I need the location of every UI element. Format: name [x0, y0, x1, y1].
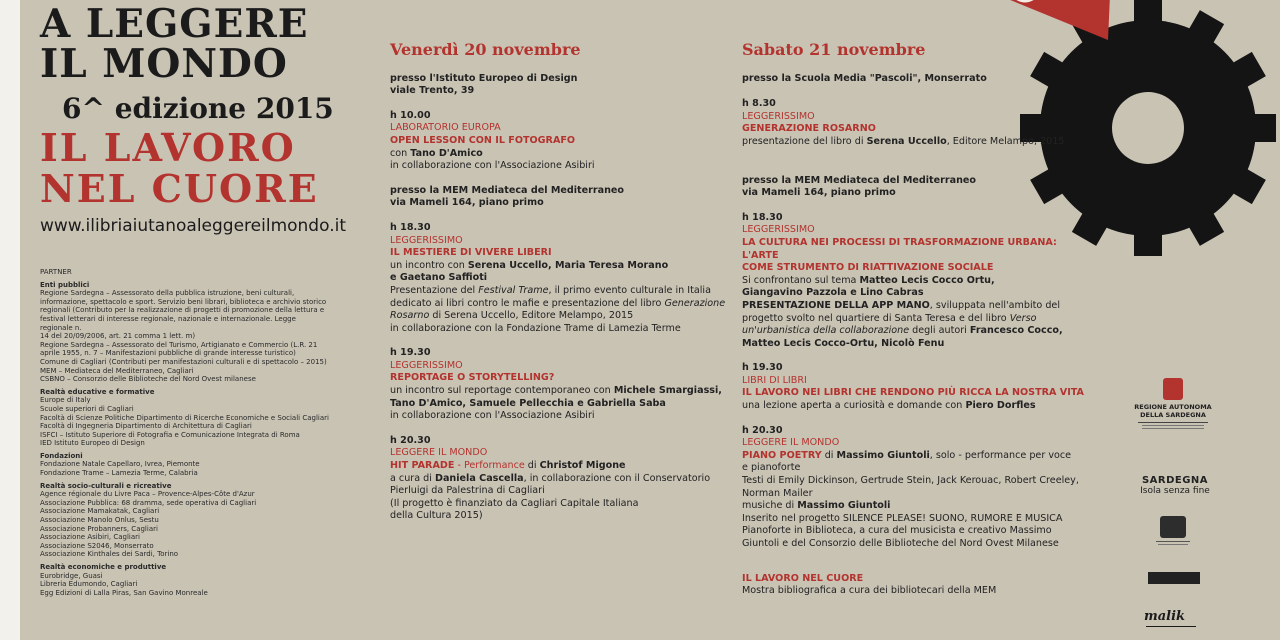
theme-line-2: NEL CUORE: [40, 166, 319, 211]
event-time: h 19.30: [390, 347, 431, 359]
partner-entry: aprile 1955, n. 7 – Manifestazioni pubbliche di grande interesse turistico): [40, 349, 296, 358]
event-title: IL LAVORO NEI LIBRI CHE RENDONO PIÙ RICCA LA NOSTRA VITA: [742, 387, 1084, 399]
event-category: LEGGERISSIMO: [390, 234, 463, 246]
desc-text: musiche di: [742, 500, 795, 512]
event-guest: [390, 148, 730, 161]
event-description: Giuntoli e del Consorzio delle Biblioteche del Nord Ovest Milanese: [742, 538, 1059, 549]
app-presentation: PRESENTAZIONE DELLA APP MANO: [742, 299, 930, 311]
partner-entry: regionali (Contributo per la realizzazione di progetti di promozione della lettura e: [40, 306, 325, 315]
event-guest-name: Massimo Giuntoli: [836, 449, 930, 461]
event-note: della Cultura 2015): [390, 510, 483, 522]
partner-entry: Associazione Kinthales dei Sardi, Torino: [40, 550, 179, 559]
partner-entry: Egg Edizioni di Lalla Piras, San Gavino Monreale: [40, 588, 208, 597]
venue-address: via Mameli 164, piano primo: [742, 187, 896, 199]
desc-text: degli autori: [909, 325, 967, 337]
regione-sardegna-logo: [1132, 378, 1214, 431]
event-performance: - Performance: [454, 460, 525, 472]
event-guest-name: Tano D'Amico: [410, 147, 483, 159]
partner-entry: Scuole superiori di Cagliari: [40, 404, 134, 413]
partner-group-title: Realtà socio-culturali e ricreative: [40, 481, 172, 490]
sardegna-logo: [1130, 475, 1220, 496]
event-title: REPORTAGE O STORYTELLING?: [390, 372, 555, 384]
event-description: [390, 310, 730, 323]
venue-line: presso l'Istituto Europeo di Design: [390, 72, 578, 84]
theme-line-1: IL LAVORO: [40, 125, 296, 170]
mem-logo: [1148, 572, 1200, 584]
desc-text: presentazione del libro di: [742, 135, 864, 147]
event-title-text: HIT PARADE: [390, 460, 455, 472]
event-guests: [390, 260, 730, 273]
partner-entry: MEM – Mediateca del Mediterraneo, Cagliari: [40, 366, 194, 375]
event-category: LEGGERISSIMO: [742, 110, 815, 122]
desc-text: , in collaborazione con il Conservatorio: [523, 472, 711, 484]
malik-logo: malik: [1144, 609, 1186, 624]
desc-text: , il primo evento culturale in Italia: [548, 284, 711, 296]
event-author: Serena Uccello: [866, 135, 947, 147]
event-title: IL MESTIERE DI VIVERE LIBERI: [390, 247, 552, 259]
city-crest-icon: [1160, 516, 1186, 538]
partner-entry: 14 del 20/09/2006, art. 21 comma 1 lett. m): [40, 332, 196, 341]
desc-text: dedicato ai libri contro le mafie e presentazione del libro: [390, 297, 662, 309]
venue-line: presso la MEM Mediateca del Mediterraneo: [742, 174, 976, 186]
desc-text: , solo - performance per voce: [929, 449, 1072, 461]
venue-line: presso la Scuola Media "Pascoli", Monserrato: [742, 72, 987, 84]
desc-text: a cura di: [390, 472, 432, 484]
event-title: GENERAZIONE ROSARNO: [742, 123, 876, 135]
logo-tagline: Isola senza fine: [1140, 486, 1210, 496]
event-description: Inserito nel progetto SILENCE PLEASE! SUONO, RUMORE E MUSICA: [742, 512, 1063, 524]
event-category: LIBRI DI LIBRI: [742, 374, 807, 386]
partner-entry: Libreria Edumondo, Cagliari: [40, 580, 138, 589]
event-title: IL LAVORO NEL CUORE: [742, 572, 864, 584]
event-guest-names: Giangavino Pazzola e Lino Cabras: [742, 287, 924, 299]
desc-text: progetto svolto nel quartiere di Santa Teresa e del libro: [742, 312, 1007, 324]
event-title: OPEN LESSON CON IL FOTOGRAFO: [390, 134, 576, 146]
partner-entry: Agence régionale du Livre Paca – Provence-Alpes-Côte d'Azur: [40, 490, 255, 499]
logo-text: DELLA SARDEGNA: [1140, 411, 1206, 419]
event-description: [742, 300, 1087, 313]
event-guest-prefix: con: [390, 147, 408, 159]
desc-text: di: [821, 449, 834, 461]
event-description: [390, 473, 730, 486]
event-title-text: PIANO POETRY: [742, 449, 822, 461]
logo-text: SARDEGNA: [1141, 475, 1209, 486]
gear-tooth: [1246, 114, 1276, 142]
partner-heading: PARTNER: [40, 268, 72, 276]
book-title: Generazione: [664, 297, 726, 309]
event-title: [390, 460, 730, 473]
event-title: COME STRUMENTO DI RIATTIVAZIONE SOCIALE: [742, 262, 994, 274]
partner-entry: informazione, spettacolo e sport. Servizio beni librari, biblioteca e archivio storico: [40, 297, 327, 306]
event-description: [742, 136, 1087, 149]
event-description: [742, 325, 1087, 338]
event-description: [742, 313, 1087, 326]
saturday-column: [742, 40, 1087, 610]
gear-tooth: [1134, 226, 1162, 256]
venue-line: presso la MEM Mediateca del Mediterraneo: [390, 184, 624, 196]
event-intro: un incontro con: [390, 259, 465, 271]
event-category: LEGGERE IL MONDO: [742, 437, 840, 449]
event-intro: un incontro sul reportage contemporaneo con: [390, 385, 611, 397]
event-category: LEGGERE IL MONDO: [390, 447, 488, 459]
comune-cagliari-logo: [1150, 516, 1196, 547]
event-category: LABORATORIO EUROPA: [390, 122, 501, 134]
desc-text: di: [524, 460, 537, 472]
partner-entry: Comune di Cagliari (Contributi per manifestazioni culturali e di spettacolo – 2015): [40, 357, 327, 366]
event-collab: in collaborazione con la Fondazione Trame di Lamezia Terme: [390, 322, 681, 334]
book-title: Verso: [1009, 312, 1037, 324]
event-category: LEGGERISSIMO: [742, 224, 815, 236]
partner-entry: Facoltà di Scienze Politiche Dipartimento di Ricerche Economiche e Sociali Cagliari: [40, 413, 329, 422]
partner-list: [40, 268, 330, 597]
poster: [20, 0, 1280, 640]
event-description: [742, 400, 1087, 413]
event-description: Mostra bibliografica a cura dei bibliotecari della MEM: [742, 585, 997, 597]
venue-address: viale Trento, 39: [390, 85, 475, 97]
partner-entry: Associazione Manolo Onlus, Sestu: [40, 516, 159, 525]
partner-entry: IED Istituto Europeo di Design: [40, 439, 145, 448]
event-music: [742, 500, 1087, 513]
event-description: Pianoforte in Biblioteca, a cura del musicista e creativo Massimo: [742, 525, 1052, 537]
partner-entry: festival letterari di interesse regionale, nazionale e internazionale. Legge regionale n.: [40, 314, 296, 332]
partner-group-title: Fondazioni: [40, 451, 83, 460]
partner-entry: Associazione Pubblica: 68 dramma, sede operativa di Cagliari: [40, 498, 257, 507]
event-guest-names: Michele Smargiassi,: [613, 385, 722, 397]
event-time: h 20.30: [742, 424, 783, 436]
event-time: h 8.30: [742, 98, 776, 110]
friday-day-heading: Venerdì 20 novembre: [390, 40, 581, 59]
partner-entry: Associazione Probanners, Cagliari: [40, 524, 158, 533]
event-guest-names: Tano D'Amico, Samuele Pellecchia e Gabriella Saba: [390, 397, 666, 409]
saturday-day-heading: Sabato 21 novembre: [742, 40, 926, 59]
event-guests: [390, 385, 730, 398]
partner-entry: Regione Sardegna – Assessorato della pubblica istruzione, beni culturali,: [40, 289, 295, 298]
partner-entry: Regione Sardegna – Assessorato del Turismo, Artigianato e Commercio (L.R. 21: [40, 340, 318, 349]
event-guest-names: Serena Uccello, Maria Teresa Morano: [467, 259, 669, 271]
partner-entry: Associazione S2046, Monserrato: [40, 541, 154, 550]
event-time: h 10.00: [390, 109, 431, 121]
event-texts: Testi di Emily Dickinson, Gertrude Stein, Jack Kerouac, Robert Creeley,: [742, 475, 1079, 487]
partner-group-title: Enti pubblici: [40, 280, 90, 289]
friday-column: [390, 40, 730, 535]
partner-group-title: Realtà economiche e produttive: [40, 563, 167, 571]
book-title: Rosarno: [390, 310, 430, 322]
event-category: LEGGERISSIMO: [390, 359, 463, 371]
desc-text: , Editore Melampo, 2015: [946, 135, 1065, 147]
event-time: h 19.30: [742, 362, 783, 374]
edition-title: 6^ edizione 2015: [62, 92, 334, 125]
partner-entry: Facoltà di Ingegneria Dipartimento di Architettura di Cagliari: [40, 422, 252, 431]
event-composer: Massimo Giuntoli: [797, 500, 891, 512]
partner-entry: Fondazione Natale Capellaro, Ivrea, Piemonte: [40, 460, 200, 469]
title-line-2: IL MONDO: [40, 41, 288, 87]
event-authors: Francesco Cocco,: [969, 325, 1063, 337]
event-guests: [742, 275, 1087, 288]
website-link[interactable]: www.ilibriaiutanoaleggereilmondo.it: [40, 216, 346, 236]
event-intro: Si confrontano sul tema: [742, 274, 857, 286]
event-description: e pianoforte: [742, 462, 801, 474]
partner-entry: CSBNO – Consorzio delle Biblioteche del Nord Ovest milanese: [40, 375, 256, 384]
partner-entry: Eurobridge, Guasi: [40, 571, 103, 580]
event-time: h 20.30: [390, 434, 431, 446]
desc-text: Presentazione del: [390, 284, 476, 296]
event-guest-name: Christof Migone: [539, 460, 626, 472]
gear-tooth: [1134, 0, 1162, 30]
venue-address: via Mameli 164, piano primo: [390, 197, 544, 209]
festival-name: Festival Trame: [478, 284, 549, 296]
event-collab: in collaborazione con l'Associazione Asibiri: [390, 410, 595, 422]
book-title: un'urbanistica della collaborazione: [742, 325, 910, 337]
event-guest-names: Matteo Lecis Cocco Ortu,: [859, 274, 995, 286]
divider: [1146, 626, 1196, 627]
partner-entry: Europe di Italy: [40, 396, 91, 405]
partner-entry: Associazione Mamakatak, Cagliari: [40, 507, 160, 516]
partner-entry: Associazione Asibiri, Cagliari: [40, 533, 140, 542]
title-line-1: A LEGGERE: [40, 1, 309, 47]
logo-text: REGIONE AUTONOMA: [1134, 403, 1212, 411]
event-note: (Il progetto è finanziato da Cagliari Capitale Italiana: [390, 497, 639, 509]
event-texts: Norman Mailer: [742, 487, 813, 499]
partner-group-title: Realtà educative e formative: [40, 387, 155, 396]
event-collab: in collaborazione con l'Associazione Asibiri: [390, 160, 595, 172]
desc-text: , sviluppata nell'ambito del: [929, 299, 1061, 311]
partner-entry: Fondazione Trame – Lamezia Terme, Calabria: [40, 469, 198, 478]
event-curator: Daniela Cascella: [434, 472, 524, 484]
event-title: [742, 450, 1087, 463]
desc-text: una lezione aperta a curiosità e domande con: [742, 400, 963, 412]
event-authors: Matteo Lecis Cocco-Ortu, Nicolò Fenu: [742, 337, 945, 349]
desc-text: di Serena Uccello, Editore Melampo, 2015: [429, 310, 634, 322]
event-description: [390, 298, 730, 311]
event-description: [390, 285, 730, 298]
event-description: Pierluigi da Palestrina di Cagliari: [390, 485, 545, 497]
event-guest-name: Piero Dorfles: [965, 400, 1036, 412]
event-time: h 18.30: [742, 211, 783, 223]
event-time: h 18.30: [390, 221, 431, 233]
coat-of-arms-icon: [1163, 378, 1183, 400]
partner-entry: ISFCI – Istituto Superiore di Fotografia e Comunicazione Integrata di Roma: [40, 430, 300, 439]
event-title: LA CULTURA NEI PROCESSI DI TRASFORMAZIONE URBANA: L'ARTE: [742, 236, 1057, 261]
event-guest-names: e Gaetano Saffioti: [390, 272, 488, 284]
